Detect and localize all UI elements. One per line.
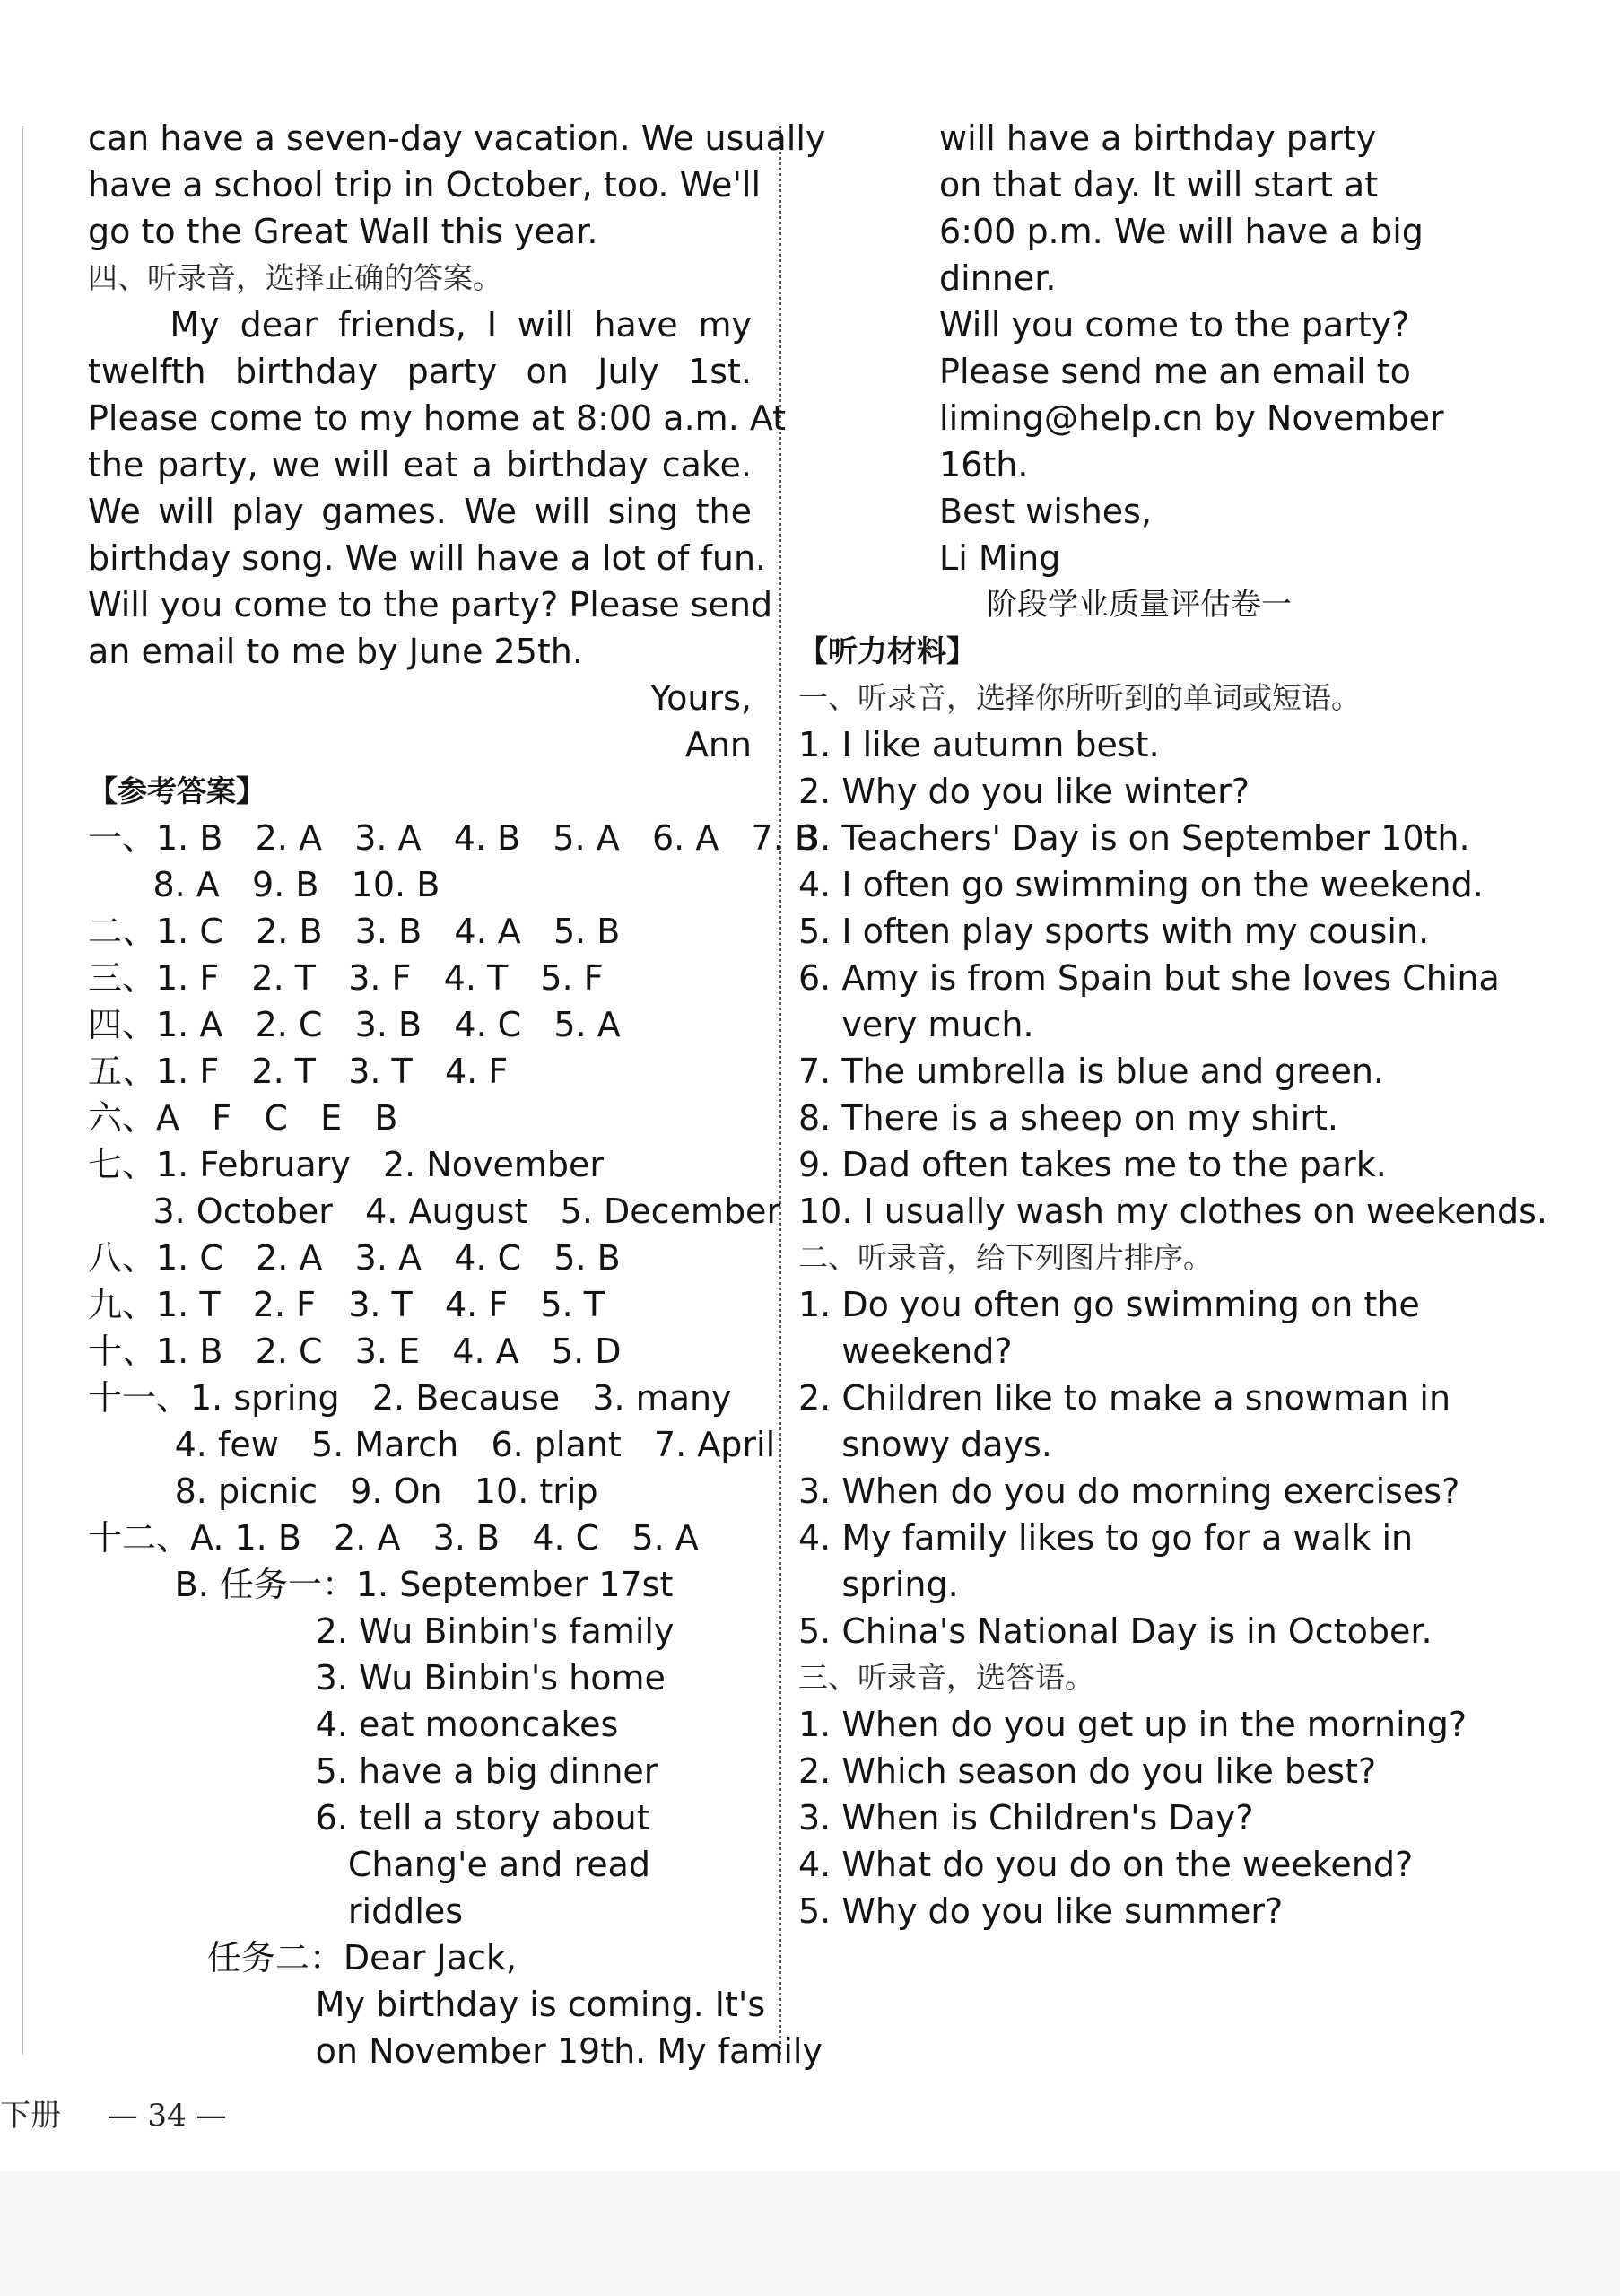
- right-text-line: 5. Why do you like summer?: [798, 1891, 1284, 1931]
- page-footer: [0, 2091, 227, 2134]
- right-text-line: 6:00 p.m. We will have a big: [798, 212, 1424, 251]
- left-text-line: Will you come to the party? Please send: [88, 585, 773, 624]
- left-text-line: an email to me by June 25th.: [88, 632, 583, 671]
- left-text-line: 五、1. F 2. T 3. T 4. F: [88, 1052, 509, 1091]
- right-text-line: 2. Children like to make a snowman in: [798, 1378, 1451, 1418]
- left-text-line: 十二、A. 1. B 2. A 3. B 4. C 5. A: [88, 1518, 699, 1558]
- left-text-line: My dear friends, I will have my: [88, 305, 752, 345]
- left-text-line: 4. eat mooncakes: [88, 1705, 619, 1744]
- left-text-line: on November 19th. My family: [88, 2031, 823, 2071]
- left-text-line: 一、1. B 2. A 3. A 4. B 5. A 6. A 7. B: [88, 818, 818, 858]
- right-text-line: Please send me an email to: [798, 352, 1411, 391]
- left-text-line: have a school trip in October, too. We'll: [88, 165, 761, 205]
- left-text-line: 四、听录音，选择正确的答案。: [88, 260, 502, 295]
- right-text-line: 3. Teachers' Day is on September 10th.: [798, 818, 1470, 858]
- left-text-line: Please come to my home at 8:00 a.m. At: [88, 398, 787, 438]
- left-text-line: 十一、1. spring 2. Because 3. many: [88, 1378, 732, 1418]
- right-text-line: 3. When do you do morning exercises?: [798, 1471, 1460, 1511]
- right-text-line: weekend?: [798, 1331, 1013, 1371]
- left-text-line: 5. have a big dinner: [88, 1751, 658, 1791]
- footer-volume: 下册: [0, 2098, 61, 2134]
- right-text-line: 4. What do you do on the weekend?: [798, 1845, 1414, 1884]
- left-text-line: 六、A F C E B: [88, 1098, 398, 1138]
- left-text-line: 8. picnic 9. On 10. trip: [88, 1471, 598, 1511]
- right-text-line: 三、听录音，选答语。: [798, 1660, 1094, 1695]
- right-text-line: 2. Which season do you like best?: [798, 1751, 1377, 1791]
- right-text-line: 10. I usually wash my clothes on weekends.: [798, 1192, 1547, 1231]
- left-text-line: 九、1. T 2. F 3. T 4. F 5. T: [88, 1285, 605, 1324]
- left-text-line: 七、1. February 2. November: [88, 1145, 604, 1184]
- right-column: [798, 115, 1547, 1934]
- right-text-line: 4. My family likes to go for a walk in: [798, 1518, 1414, 1558]
- left-text-line: riddles: [88, 1891, 464, 1931]
- left-text-line: We will play games. We will sing the: [88, 492, 752, 531]
- right-text-line: 一、听录音，选择你所听到的单词或短语。: [798, 680, 1361, 715]
- right-text-line: 二、听录音，给下列图片排序。: [798, 1240, 1213, 1275]
- left-text-line: 6. tell a story about: [88, 1798, 650, 1838]
- left-text-line: Ann: [684, 725, 752, 764]
- left-text-line: 2. Wu Binbin's family: [88, 1611, 675, 1651]
- left-text-line: 3. Wu Binbin's home: [88, 1658, 666, 1698]
- right-text-line: 7. The umbrella is blue and green.: [798, 1052, 1385, 1091]
- right-text-line: 阶段学业质量评估卷一: [987, 587, 1292, 623]
- right-text-line: dinner.: [798, 258, 1057, 298]
- right-text-line: Li Ming: [798, 538, 1061, 578]
- right-text-line: on that day. It will start at: [798, 165, 1379, 205]
- right-text-line: 16th.: [798, 445, 1029, 485]
- left-text-line: 任务二：Dear Jack,: [88, 1938, 517, 1977]
- left-text-line: 四、1. A 2. C 3. B 4. C 5. A: [88, 1005, 621, 1044]
- page-bottom-shade: [0, 2171, 1620, 2296]
- right-text-line: 9. Dad often takes me to the park.: [798, 1145, 1387, 1184]
- right-text-line: will have a birthday party: [798, 118, 1377, 158]
- right-text-line: 4. I often go swimming on the weekend.: [798, 865, 1484, 904]
- left-text-line: 三、1. F 2. T 3. F 4. T 5. F: [88, 958, 604, 998]
- binding-gutter-line: [22, 126, 23, 2055]
- right-text-line: spring.: [798, 1565, 959, 1604]
- left-text-line: 十、1. B 2. C 3. E 4. A 5. D: [88, 1331, 622, 1371]
- left-text-line: 8. A 9. B 10. B: [88, 865, 440, 904]
- left-text-line: twelfth birthday party on July 1st.: [88, 352, 752, 391]
- left-text-line: 【参考答案】: [88, 773, 266, 808]
- page-number: — 34 —: [107, 2098, 227, 2134]
- right-text-line: 1. When do you get up in the morning?: [798, 1705, 1468, 1744]
- right-text-line: 【听力材料】: [798, 633, 976, 668]
- right-text-line: very much.: [798, 1005, 1034, 1044]
- right-text-line: 1. Do you often go swimming on the: [798, 1285, 1420, 1324]
- right-text-line: 2. Why do you like winter?: [798, 772, 1250, 811]
- right-text-line: 6. Amy is from Spain but she loves China: [798, 958, 1500, 998]
- left-text-line: the party, we will eat a birthday cake.: [88, 445, 752, 485]
- left-text-line: B. 任务一：1. September 17st: [88, 1565, 674, 1604]
- left-text-line: birthday song. We will have a lot of fun.: [88, 538, 767, 578]
- left-text-line: Chang'e and read: [88, 1845, 651, 1884]
- right-text-line: liming@help.cn by November: [798, 398, 1444, 438]
- right-text-line: 8. There is a sheep on my shirt.: [798, 1098, 1338, 1138]
- right-text-line: 5. I often play sports with my cousin.: [798, 912, 1430, 951]
- right-text-line: 3. When is Children's Day?: [798, 1798, 1254, 1838]
- right-text-line: Will you come to the party?: [798, 305, 1410, 345]
- left-text-line: 3. October 4. August 5. December: [88, 1192, 781, 1231]
- left-text-line: 4. few 5. March 6. plant 7. April: [88, 1425, 776, 1464]
- right-text-line: snowy days.: [798, 1425, 1052, 1464]
- left-text-line: My birthday is coming. It's: [88, 1985, 766, 2024]
- left-text-line: 八、1. C 2. A 3. A 4. C 5. B: [88, 1238, 621, 1278]
- left-text-line: go to the Great Wall this year.: [88, 212, 598, 251]
- left-text-line: can have a seven-day vacation. We usually: [88, 118, 826, 158]
- left-column: [88, 115, 826, 2074]
- right-text-line: 1. I like autumn best.: [798, 725, 1160, 764]
- right-text-line: Best wishes,: [798, 492, 1153, 531]
- left-text-line: 二、1. C 2. B 3. B 4. A 5. B: [88, 912, 621, 951]
- right-text-line: 5. China's National Day is in October.: [798, 1611, 1433, 1651]
- left-text-line: Yours,: [650, 678, 752, 718]
